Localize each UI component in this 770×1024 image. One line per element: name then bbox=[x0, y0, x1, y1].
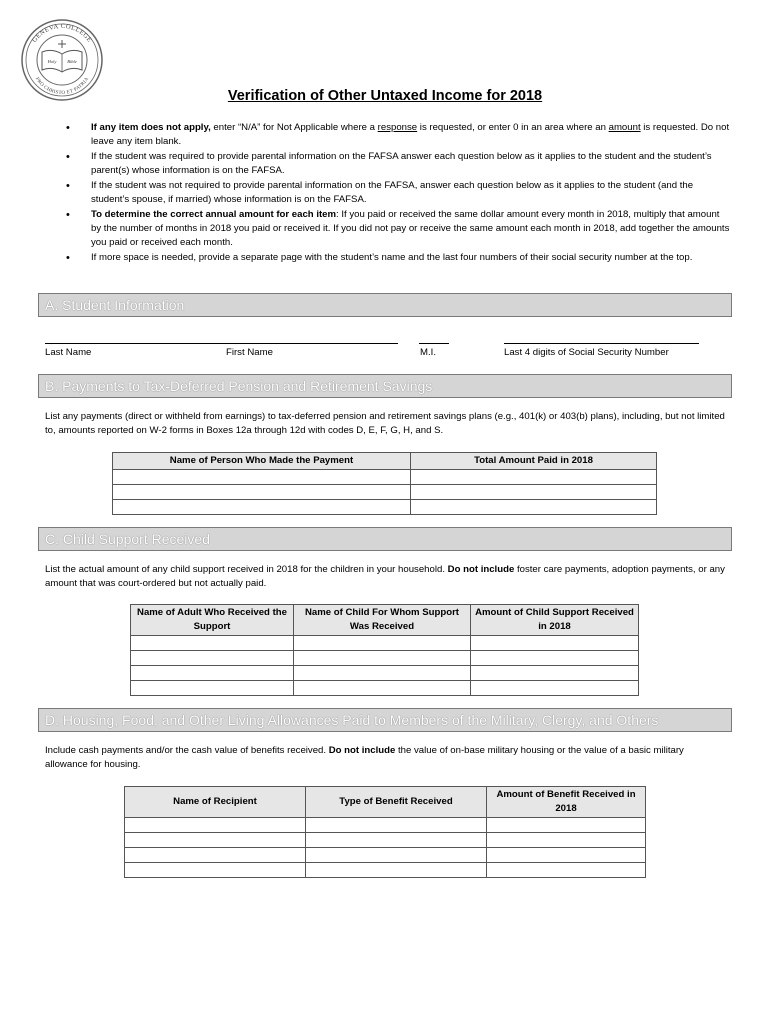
table-row bbox=[113, 470, 657, 485]
instruction-text: If the student was not required to provide parental information on the FAFSA, answer each question below as it applies to the student (and the student’s spouse, if married) whose information is on the FAFSA. bbox=[91, 180, 694, 205]
table-cell-input[interactable] bbox=[411, 485, 657, 500]
instruction-underlined-text: response bbox=[377, 122, 418, 133]
section-c-description bbox=[45, 563, 725, 591]
middle-initial-field[interactable] bbox=[419, 343, 449, 344]
section-d-description bbox=[45, 744, 725, 772]
middle-initial-label: M.I. bbox=[420, 347, 436, 358]
table-cell-input[interactable] bbox=[306, 818, 487, 833]
table-row bbox=[131, 681, 639, 696]
section-b-header: B. Payments to Tax-Deferred Pension and Retirement Savings bbox=[38, 374, 732, 398]
table-cell-input[interactable] bbox=[306, 863, 487, 878]
column-header: Name of Child For Whom Support Was Received bbox=[294, 605, 471, 636]
instructions-list bbox=[66, 121, 730, 266]
svg-text:GENEVA COLLEGE: GENEVA COLLEGE bbox=[31, 22, 94, 44]
table-cell-input[interactable] bbox=[125, 863, 306, 878]
table-row bbox=[113, 500, 657, 515]
table-cell-input[interactable] bbox=[294, 666, 471, 681]
table-cell-input[interactable] bbox=[471, 666, 639, 681]
description-bold-text: Do not include bbox=[447, 564, 515, 575]
table-cell-input[interactable] bbox=[294, 651, 471, 666]
table-row bbox=[113, 485, 657, 500]
section-c-header: C. Child Support Received bbox=[38, 527, 732, 551]
table-cell-input[interactable] bbox=[471, 636, 639, 651]
instruction-item bbox=[66, 208, 730, 250]
table-row bbox=[125, 833, 646, 848]
description-bold-text: Do not include bbox=[328, 745, 396, 756]
housing-allowances-table bbox=[124, 786, 646, 878]
column-header: Amount of Child Support Received in 2018 bbox=[471, 605, 639, 636]
table-cell-input[interactable] bbox=[487, 833, 646, 848]
table-row bbox=[131, 651, 639, 666]
instruction-item bbox=[66, 150, 730, 178]
instruction-text: is requested. Do not leave any item blank. bbox=[91, 122, 730, 147]
table-cell-input[interactable] bbox=[306, 848, 487, 863]
instruction-bold-text: To determine the correct annual amount for each item bbox=[91, 209, 337, 220]
table-cell-input[interactable] bbox=[294, 636, 471, 651]
column-header: Type of Benefit Received bbox=[306, 787, 487, 818]
table-cell-input[interactable] bbox=[131, 636, 294, 651]
description-text: the value of on-base military housing or the value of a basic military allowance for housing. bbox=[45, 745, 684, 770]
table-cell-input[interactable] bbox=[125, 818, 306, 833]
table-row bbox=[125, 818, 646, 833]
last-name-label: Last Name bbox=[45, 347, 92, 358]
table-header-row bbox=[125, 787, 646, 818]
child-support-table bbox=[130, 604, 639, 696]
column-header: Total Amount Paid in 2018 bbox=[411, 453, 657, 470]
pension-payments-table bbox=[112, 452, 657, 515]
instruction-text: If the student was required to provide parental information on the FAFSA answer each question below as it applies to the student and the student’s parent(s) whose information is on the FAFSA. bbox=[91, 151, 712, 176]
svg-text:PRO CHRISTO ET PATRIA: PRO CHRISTO ET PATRIA bbox=[33, 76, 91, 97]
table-cell-input[interactable] bbox=[487, 818, 646, 833]
table-cell-input[interactable] bbox=[411, 470, 657, 485]
description-text: foster care payments, adoption payments, or any amount that was court-ordered but not actually paid. bbox=[45, 564, 725, 589]
section-d-header: D. Housing, Food, and Other Living Allowances Paid to Members of the Military, Clergy, and Others bbox=[38, 708, 732, 732]
table-cell-input[interactable] bbox=[125, 848, 306, 863]
instruction-text: is requested, or enter 0 in an area where an bbox=[417, 122, 609, 133]
table-cell-input[interactable] bbox=[471, 651, 639, 666]
table-cell-input[interactable] bbox=[471, 681, 639, 696]
table-header-row bbox=[113, 453, 657, 470]
table-row bbox=[131, 636, 639, 651]
table-row bbox=[125, 863, 646, 878]
document-title: Verification of Other Untaxed Income for 2018 bbox=[227, 88, 543, 104]
svg-text:Holy: Holy bbox=[47, 59, 57, 64]
table-cell-input[interactable] bbox=[113, 500, 411, 515]
table-row bbox=[125, 848, 646, 863]
table-cell-input[interactable] bbox=[125, 833, 306, 848]
instruction-item bbox=[66, 251, 730, 265]
table-cell-input[interactable] bbox=[131, 651, 294, 666]
section-a-header: A. Student Information bbox=[38, 293, 732, 317]
ssn-label: Last 4 digits of Social Security Number bbox=[504, 347, 669, 358]
column-header: Name of Recipient bbox=[125, 787, 306, 818]
instruction-bold-text: If any item does not apply, bbox=[91, 122, 211, 133]
instruction-underlined-text: amount bbox=[608, 122, 641, 133]
last-first-name-field[interactable] bbox=[45, 343, 398, 344]
description-text: List the actual amount of any child support received in 2018 for the children in your household. bbox=[45, 564, 448, 575]
table-cell-input[interactable] bbox=[113, 470, 411, 485]
instruction-item bbox=[66, 121, 730, 149]
instruction-item bbox=[66, 179, 730, 207]
table-cell-input[interactable] bbox=[487, 848, 646, 863]
instruction-text: : If you paid or received the same dollar amount every month in 2018, multiply that amount by the number of months in 2018 you paid or received it. If you did not pay or receive the same amount each month in 2018, add together the amounts you paid or received each month. bbox=[91, 209, 730, 248]
table-cell-input[interactable] bbox=[113, 485, 411, 500]
table-cell-input[interactable] bbox=[294, 681, 471, 696]
first-name-label: First Name bbox=[226, 347, 273, 358]
table-row bbox=[131, 666, 639, 681]
table-cell-input[interactable] bbox=[131, 666, 294, 681]
svg-text:Bible: Bible bbox=[67, 59, 77, 64]
instruction-text: If more space is needed, provide a separate page with the student’s name and the last four numbers of their social security number at the top. bbox=[91, 252, 693, 263]
column-header: Amount of Benefit Received in 2018 bbox=[487, 787, 646, 818]
column-header: Name of Adult Who Received the Support bbox=[131, 605, 294, 636]
table-header-row bbox=[131, 605, 639, 636]
table-cell-input[interactable] bbox=[306, 833, 487, 848]
column-header: Name of Person Who Made the Payment bbox=[113, 453, 411, 470]
table-cell-input[interactable] bbox=[131, 681, 294, 696]
table-cell-input[interactable] bbox=[487, 863, 646, 878]
ssn-last4-field[interactable] bbox=[504, 343, 699, 344]
section-b-description: List any payments (direct or withheld from earnings) to tax-deferred pension and retirement savings plans (e.g., 401(k) or 403(b) plans), including, but not limited to, amounts reported on W-2 forms in Boxes 12a through 12d with codes D, E, F, G, H, and S. bbox=[45, 411, 725, 436]
description-text: Include cash payments and/or the cash value of benefits received. bbox=[45, 745, 329, 756]
table-cell-input[interactable] bbox=[411, 500, 657, 515]
instruction-text: enter “N/A” for Not Applicable where a bbox=[210, 122, 378, 133]
